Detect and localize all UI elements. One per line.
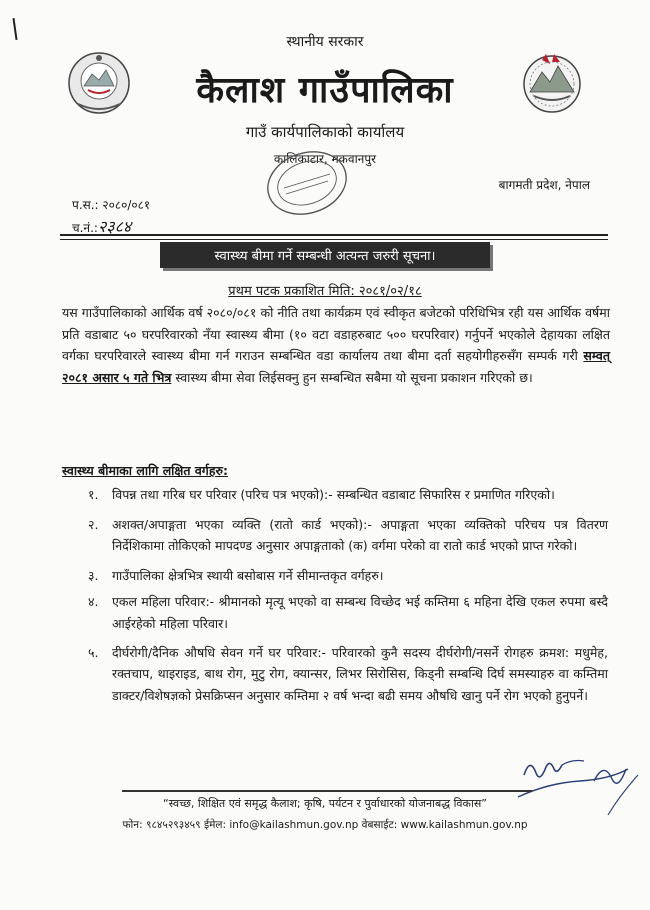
email-link[interactable]: info@kailashmun.gov.np xyxy=(229,819,359,831)
phone-label: फोन: xyxy=(122,819,143,831)
dispatch-value: २३८४ xyxy=(97,217,132,236)
list-item-text: एकल महिला परिवार:- श्रीमानको मृत्यू भएको वा सम्बन्ध विच्छेद भई कम्तिमा ६ महिना देखि एकल रुपमा बस्दै आईरहेको महिला परिवार। xyxy=(112,594,608,631)
municipality-title: कैलाश गाउँपालिका xyxy=(196,70,454,111)
government-label: स्थानीय सरकार xyxy=(286,34,364,50)
notice-deadline: सम्वत् २०८१ असार ५ गते भित्र xyxy=(62,348,610,385)
footer-motto: “स्वच्छ, शिक्षित एवं समृद्ध कैलाश; कृषि, पर्यटन र पुर्वाधारको योजनाबद्ध विकास” xyxy=(163,797,487,810)
email-label: ईमेल: xyxy=(203,819,227,831)
list-item-number: १. xyxy=(88,487,99,502)
notice-body-part1: यस गाउँपालिकाको आर्थिक वर्ष २०८०/०८१ को नीति तथा कार्यक्रम एवं स्वीकृत बजेटको परिधिभित्र रही यस आर्थिक वर्षमा प्रति वडाबाट ५० घरपरिवारको नँया स्वास्थ्य बीमा (१० वटा वडाहरुबाट ५०० घरपरिवार) गर्नुपर्ने भएकोले देहायका लक्षित वर्गका घरपरिवारले स्वास्थ्य बीमा गर्न गराउन सम्बन्धित वडा कार्यालय तथा बीमा दर्ता सहयोगीहरुसँग सम्पर्क गरी xyxy=(62,305,610,364)
office-address: कालिकाटार, मकवानपुर xyxy=(273,152,377,166)
list-item-number: ५. xyxy=(88,644,99,660)
target-groups-list xyxy=(88,484,608,711)
list-item-number: २. xyxy=(88,516,99,532)
website-link[interactable]: www.kailashmun.gov.np xyxy=(400,819,528,831)
list-item xyxy=(88,514,608,557)
list-item xyxy=(88,484,608,506)
list-item-text: दीर्घरोगी/दैनिक औषधि सेवन गर्ने घर परिवार:- परिवारको कुनै सदस्य दीर्घरोगी/नसर्ने रोगहरु क्रमश: मधुमेह, रक्तचाप, थाइराइड, बाथ रोग, मुटु रोग, क्यान्सर, लिभर सिरोसिस, किड्नी सम्बन्धि दिर्घ समस्याहरु वा कम्तिमा डाक्टर/विशेषज्ञको प्रेसक्रिप्सन अनुसार कम्तिमा २ वर्ष भन्दा बढी समय औषधि खानु पर्ने रोग भएको हुनुपर्ने। xyxy=(112,644,608,703)
province-label: बागमती प्रदेश, नेपाल xyxy=(498,178,590,192)
list-item-text: विपन्न तथा गरिब घर परिवार (परिच पत्र भएको):- सम्बन्धित वडाबाट सिफारिस र प्रमाणित गरिएको। xyxy=(112,487,555,502)
target-groups-heading: स्वास्थ्य बीमाका लागि लक्षित वर्गहरु: xyxy=(62,463,228,478)
list-item xyxy=(88,591,608,634)
footer-divider xyxy=(122,790,532,792)
dispatch-label: च.नं.: xyxy=(72,221,98,235)
list-item-text: अशक्त/अपाङ्गता भएका व्यक्ति (रातो कार्ड भएको):- अपाङ्गता भएका व्यक्तिको परिचय पत्र वितरण निर्देशिकामा तोकिएको मापदण्ड अनुसार अपाङ्गताको (क) वर्गमा परेको वा रातो कार्ड भएको प्राप्त गरेको। xyxy=(112,516,608,554)
footer-contact xyxy=(0,818,650,832)
notice-banner: स्वास्थ्य बीमा गर्ने सम्बन्धी अत्यन्त जरुरी सूचना। xyxy=(160,242,490,268)
header-divider-thin xyxy=(60,239,608,240)
reference-number: प.स.: २०८०/०८१ xyxy=(72,198,151,212)
list-item-text: गाउँपालिका क्षेत्रभित्र स्थायी बसोबास गर्ने सीमान्तकृत वर्गहरु। xyxy=(112,567,384,583)
signature xyxy=(498,735,648,825)
list-item xyxy=(88,565,608,587)
list-item-number: ४. xyxy=(88,594,99,610)
notice-body xyxy=(62,302,610,388)
published-date: प्रथम पटक प्रकाशित मिति: २०८१/०२/१८ xyxy=(228,284,422,299)
list-item-number: ३. xyxy=(88,567,99,583)
phone-number: ९८४५२९३४५९ xyxy=(145,819,201,831)
website-label: वेबसाईट: xyxy=(361,819,398,831)
notice-body-part2: स्वास्थ्य बीमा सेवा लिईसक्नु हुन सम्बन्धित सबैमा यो सूचना प्रकाशन गरिएको छ। xyxy=(171,369,533,385)
office-name: गाउँ कार्यपालिकाको कार्यालय xyxy=(245,123,405,141)
list-item xyxy=(88,642,608,707)
header-divider xyxy=(60,234,608,236)
office-stamp xyxy=(262,148,352,218)
